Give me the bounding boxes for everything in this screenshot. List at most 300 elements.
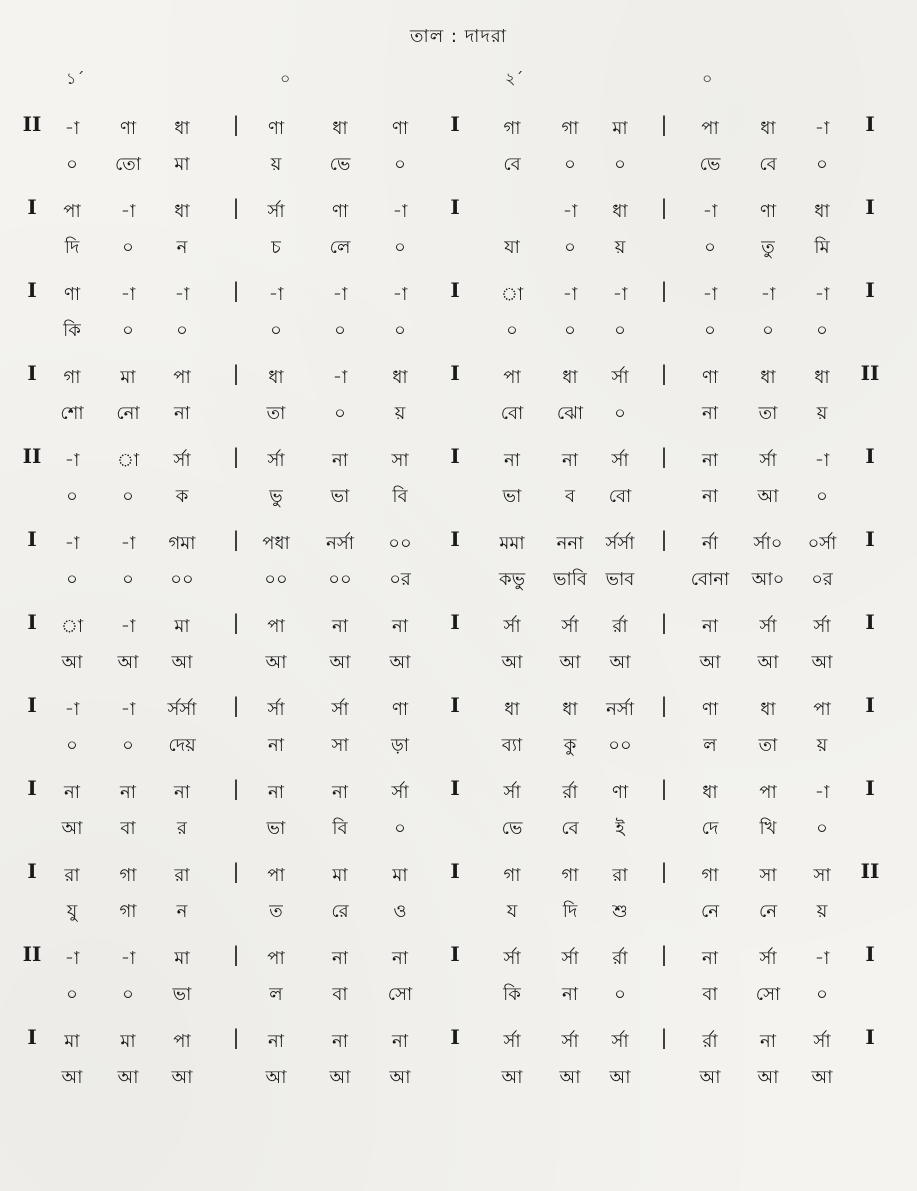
swara-note: ণা <box>63 284 81 305</box>
bar-end: I <box>865 942 875 966</box>
swara-note: মা <box>64 1031 80 1052</box>
swara-note: া <box>60 616 84 637</box>
lyric-syllable: দে <box>701 818 719 839</box>
swara-row <box>0 1027 917 1057</box>
swara-note: র্সা <box>759 450 777 471</box>
swara-note: মা <box>612 118 628 139</box>
bar-divider: | <box>232 527 240 551</box>
lyric-syllable: ভে <box>329 154 351 175</box>
lyric-syllable: ০ <box>506 320 518 341</box>
lyric-syllable: ০ <box>614 984 626 1005</box>
lyric-syllable: মা <box>174 154 190 175</box>
swara-note: -া <box>64 533 80 554</box>
bar-divider: | <box>660 693 668 717</box>
lyric-syllable: ব <box>564 486 576 507</box>
lyric-syllable: নে <box>758 901 778 922</box>
swara-note: না <box>332 616 348 637</box>
swara-row <box>0 114 917 144</box>
swara-note: ০র্সা <box>807 533 837 554</box>
lyric-syllable: ত <box>269 901 283 922</box>
lyric-syllable: বোনা <box>690 569 730 590</box>
lyric-row <box>0 1063 917 1093</box>
bar-divider: | <box>232 1025 240 1049</box>
lyric-syllable: ০ <box>816 818 828 839</box>
swara-note: না <box>332 1031 348 1052</box>
swara-row <box>0 197 917 227</box>
lyric-syllable: না <box>702 486 718 507</box>
swara-note: মা <box>174 616 190 637</box>
swara-note: র্সা <box>813 616 831 637</box>
bar-end: I <box>865 610 875 634</box>
lyric-syllable: ০ <box>394 237 406 258</box>
swara-note: -া <box>814 118 830 139</box>
lyric-syllable: ভা <box>172 984 192 1005</box>
lyric-syllable: ০ <box>704 237 716 258</box>
lyric-syllable: নে <box>700 901 720 922</box>
lyric-row <box>0 482 917 512</box>
bar-section: I <box>450 527 460 551</box>
swara-note: -া <box>392 284 408 305</box>
swara-note: গা <box>63 367 81 388</box>
lyric-syllable: র <box>177 818 187 839</box>
lyric-syllable: আ০ <box>751 569 785 590</box>
swara-note: ধা <box>174 201 190 222</box>
lyric-syllable: দি <box>562 901 578 922</box>
lyric-syllable: দেয় <box>168 735 196 756</box>
swara-note: মা <box>332 865 348 886</box>
lyric-syllable: সো <box>387 984 413 1005</box>
swara-note: া <box>500 284 524 305</box>
bar-start: I <box>27 1025 37 1049</box>
lyric-syllable: আ <box>757 1067 779 1088</box>
swara-row <box>0 612 917 642</box>
lyric-syllable: য় <box>816 403 828 424</box>
lyric-syllable: কভু <box>498 569 526 590</box>
swara-note: সা <box>759 865 777 886</box>
lyric-syllable: সো <box>755 984 781 1005</box>
swara-note: ০০ <box>388 533 412 554</box>
swara-note: -া <box>332 367 348 388</box>
swara-note: মমা <box>499 533 525 554</box>
swara-note: না <box>702 616 718 637</box>
lyric-syllable: য় <box>394 403 406 424</box>
bar-section: I <box>450 361 460 385</box>
swara-note: পা <box>267 865 285 886</box>
lyric-syllable: ল <box>269 984 283 1005</box>
bar-divider: | <box>660 527 668 551</box>
bar-start: II <box>22 112 42 136</box>
swara-note: র্সা <box>611 450 629 471</box>
lyric-syllable: ০ <box>762 320 774 341</box>
bar-divider: | <box>232 610 240 634</box>
swara-note: পা <box>701 118 719 139</box>
lyric-syllable: ভু <box>269 486 283 507</box>
bar-start: I <box>27 693 37 717</box>
swara-note: না <box>120 782 136 803</box>
lyric-syllable: ০০ <box>264 569 288 590</box>
swara-note: সা <box>391 450 409 471</box>
swara-note: ণা <box>759 201 777 222</box>
lyric-syllable: ০ <box>66 569 78 590</box>
lyric-syllable: ০ <box>66 735 78 756</box>
lyric-row <box>0 731 917 761</box>
swara-note: পা <box>503 367 521 388</box>
lyric-syllable: বে <box>561 818 579 839</box>
lyric-syllable: ০ <box>122 735 134 756</box>
lyric-syllable: যা <box>504 237 520 258</box>
lyric-syllable: ০০ <box>170 569 194 590</box>
lyric-syllable: বো <box>500 403 524 424</box>
lyric-syllable: ০ <box>704 320 716 341</box>
swara-note: ধা <box>392 367 408 388</box>
lyric-syllable: ০ <box>122 569 134 590</box>
bar-divider: | <box>232 776 240 800</box>
bar-section: I <box>450 776 460 800</box>
lyric-syllable: ০ <box>270 320 282 341</box>
swara-note: -া <box>702 284 718 305</box>
lyric-syllable: তু <box>761 237 775 258</box>
lyric-syllable: ০ <box>122 320 134 341</box>
swara-note: গমা <box>168 533 196 554</box>
swara-note: -া <box>562 284 578 305</box>
lyric-syllable: ০র <box>389 569 411 590</box>
swara-note: না <box>332 948 348 969</box>
bar-end: I <box>865 527 875 551</box>
lyric-syllable: বে <box>503 154 521 175</box>
swara-note: ণা <box>611 782 629 803</box>
tala-title: তাল : দাদরা <box>410 26 507 47</box>
bar-start: II <box>22 444 42 468</box>
lyric-syllable: আ <box>609 1067 631 1088</box>
lyric-syllable: ০ <box>122 486 134 507</box>
lyric-syllable: আ <box>757 652 779 673</box>
lyric-syllable: দি <box>64 237 80 258</box>
swara-note: -া <box>814 782 830 803</box>
swara-note: -া <box>392 201 408 222</box>
bar-divider: | <box>660 610 668 634</box>
lyric-syllable: তা <box>758 403 778 424</box>
swara-note: ধা <box>504 699 520 720</box>
swara-note: র্রা <box>702 1031 718 1052</box>
swara-note: না <box>332 782 348 803</box>
swara-note: না <box>702 948 718 969</box>
beat-mark-2: ০ <box>280 69 291 88</box>
swara-note: না <box>392 616 408 637</box>
swara-row <box>0 778 917 808</box>
lyric-syllable: আ <box>699 652 721 673</box>
bar-start: I <box>27 776 37 800</box>
swara-note: র্সা০ <box>753 533 783 554</box>
swara-note: পা <box>173 1031 191 1052</box>
swara-note: র্সা <box>611 1031 629 1052</box>
bar-start: I <box>27 859 37 883</box>
lyric-syllable: আ <box>501 652 523 673</box>
swara-note: ধা <box>268 367 284 388</box>
swara-note: -া <box>120 948 136 969</box>
lyric-syllable: ০ <box>614 403 626 424</box>
bar-start: I <box>27 278 37 302</box>
lyric-syllable: য় <box>270 154 282 175</box>
lyric-row <box>0 565 917 595</box>
swara-note: মা <box>174 948 190 969</box>
lyric-syllable: ড়া <box>390 735 410 756</box>
lyric-syllable: ০ <box>394 154 406 175</box>
swara-note: না <box>332 450 348 471</box>
lyric-syllable: ০ <box>564 237 576 258</box>
lyric-syllable: ০ <box>334 320 346 341</box>
lyric-syllable: না <box>268 735 284 756</box>
lyric-syllable: য <box>506 901 518 922</box>
swara-note: রা <box>612 865 628 886</box>
bar-section: I <box>450 444 460 468</box>
lyric-syllable: ভা <box>330 486 350 507</box>
swara-note: ধা <box>174 118 190 139</box>
swara-note: ধা <box>332 118 348 139</box>
swara-note: ধা <box>760 699 776 720</box>
lyric-syllable: আ <box>61 818 83 839</box>
swara-note: ধা <box>562 699 578 720</box>
lyric-syllable: আ <box>389 652 411 673</box>
swara-note: না <box>64 782 80 803</box>
swara-note: র্সা <box>759 616 777 637</box>
bar-divider: | <box>232 195 240 219</box>
swara-note: মা <box>392 865 408 886</box>
beat-mark-3: ২´ <box>505 69 524 88</box>
lyric-syllable: তা <box>758 735 778 756</box>
lyric-syllable: ০ <box>66 486 78 507</box>
lyric-syllable: য় <box>816 735 828 756</box>
swara-note: না <box>392 948 408 969</box>
swara-note: ণা <box>119 118 137 139</box>
swara-note: -া <box>120 616 136 637</box>
lyric-syllable: ০ <box>334 403 346 424</box>
bar-start: I <box>27 361 37 385</box>
lyric-syllable: ০ <box>564 154 576 175</box>
swara-note: মা <box>120 367 136 388</box>
lyric-syllable: কি <box>63 320 81 341</box>
swara-note: -া <box>120 533 136 554</box>
bar-divider: | <box>660 278 668 302</box>
lyric-syllable: আ <box>117 1067 139 1088</box>
swara-row <box>0 529 917 559</box>
swara-note: ধা <box>760 367 776 388</box>
lyric-syllable: না <box>174 403 190 424</box>
bar-start: I <box>27 195 37 219</box>
lyric-syllable: কি <box>503 984 521 1005</box>
lyric-syllable: বা <box>332 984 348 1005</box>
swara-note: পা <box>813 699 831 720</box>
lyric-syllable: না <box>562 984 578 1005</box>
swara-note: ধা <box>760 118 776 139</box>
bar-end: I <box>865 278 875 302</box>
swara-note: র্সা <box>331 699 349 720</box>
bar-divider: | <box>232 859 240 883</box>
swara-note: না <box>392 1031 408 1052</box>
lyric-syllable: ০ <box>66 154 78 175</box>
swara-note: -া <box>120 699 136 720</box>
swara-note: র্সা <box>503 948 521 969</box>
bar-divider: | <box>660 444 668 468</box>
lyric-syllable: আ <box>811 652 833 673</box>
swara-note: ণা <box>267 118 285 139</box>
bar-section: I <box>450 859 460 883</box>
bar-divider: | <box>232 112 240 136</box>
lyric-syllable: খি <box>759 818 777 839</box>
lyric-syllable: আ <box>61 652 83 673</box>
swara-note: গা <box>503 118 521 139</box>
lyric-syllable: ল <box>703 735 717 756</box>
lyric-syllable: য় <box>614 237 626 258</box>
lyric-syllable: ০ <box>122 984 134 1005</box>
lyric-syllable: বো <box>608 486 632 507</box>
swara-note: মা <box>120 1031 136 1052</box>
bar-divider: | <box>232 444 240 468</box>
lyric-row <box>0 150 917 180</box>
lyric-syllable: ই <box>615 818 625 839</box>
lyric-syllable: সা <box>331 735 349 756</box>
swara-note: ণা <box>391 118 409 139</box>
swara-note: গা <box>701 865 719 886</box>
lyric-syllable: ০ <box>614 154 626 175</box>
swara-note: না <box>504 450 520 471</box>
bar-section: I <box>450 195 460 219</box>
swara-note: -া <box>64 450 80 471</box>
lyric-syllable: ভা <box>502 486 522 507</box>
lyric-syllable: ০র <box>811 569 833 590</box>
swara-note: র্না <box>702 533 718 554</box>
swara-note: র্সা <box>503 782 521 803</box>
lyric-syllable: শু <box>612 901 628 922</box>
lyric-syllable: আ <box>757 486 779 507</box>
lyric-syllable: আ <box>501 1067 523 1088</box>
bar-divider: | <box>232 693 240 717</box>
swara-note: র্সা <box>391 782 409 803</box>
swara-note: -া <box>760 284 776 305</box>
lyric-syllable: আ <box>559 1067 581 1088</box>
lyric-syllable: বা <box>702 984 718 1005</box>
swara-note: না <box>268 782 284 803</box>
lyric-syllable: য় <box>816 901 828 922</box>
swara-note: রা <box>64 865 80 886</box>
swara-note: -া <box>64 948 80 969</box>
swara-note: -া <box>64 118 80 139</box>
bar-divider: | <box>660 361 668 385</box>
swara-note: না <box>562 450 578 471</box>
lyric-row <box>0 316 917 346</box>
swara-note: -া <box>268 284 284 305</box>
bar-end: I <box>865 112 875 136</box>
swara-note: পা <box>173 367 191 388</box>
lyric-syllable: ০ <box>394 320 406 341</box>
swara-note: -া <box>120 201 136 222</box>
lyric-syllable: আ <box>171 652 193 673</box>
lyric-syllable: রে <box>331 901 349 922</box>
swara-note: ধা <box>814 367 830 388</box>
swara-note: র্রা <box>612 616 628 637</box>
lyric-syllable: ০ <box>816 984 828 1005</box>
swara-note: র্সা <box>611 367 629 388</box>
swara-note: র্সর্সা <box>605 533 635 554</box>
bar-section: I <box>450 112 460 136</box>
lyric-syllable: চ <box>271 237 281 258</box>
bar-end: II <box>860 859 880 883</box>
swara-note: র্সা <box>267 450 285 471</box>
swara-note: রা <box>174 865 190 886</box>
lyric-syllable: ক <box>175 486 189 507</box>
bar-divider: | <box>660 859 668 883</box>
lyric-syllable: আ <box>265 652 287 673</box>
lyric-syllable: আ <box>171 1067 193 1088</box>
bar-end: I <box>865 693 875 717</box>
swara-note: -া <box>174 284 190 305</box>
bar-divider: | <box>660 112 668 136</box>
swara-note: নর্সা <box>326 533 354 554</box>
lyric-syllable: বে <box>759 154 777 175</box>
swara-row <box>0 695 917 725</box>
bar-section: I <box>450 693 460 717</box>
swara-note: পধা <box>262 533 290 554</box>
bar-start: I <box>27 527 37 551</box>
swara-row <box>0 861 917 891</box>
lyric-syllable: আ <box>117 652 139 673</box>
lyric-syllable: ০ <box>66 984 78 1005</box>
bar-section: I <box>450 1025 460 1049</box>
bar-start: II <box>22 942 42 966</box>
swara-note: গা <box>561 865 579 886</box>
swara-note: না <box>760 1031 776 1052</box>
swara-note: গা <box>119 865 137 886</box>
swara-note: গা <box>561 118 579 139</box>
swara-note: পা <box>759 782 777 803</box>
lyric-syllable: আ <box>389 1067 411 1088</box>
lyric-syllable: লে <box>329 237 351 258</box>
lyric-syllable: ভাব <box>605 569 635 590</box>
swara-note: -া <box>814 450 830 471</box>
swara-note: র্সা <box>503 1031 521 1052</box>
lyric-row <box>0 233 917 263</box>
swara-note: র্সা <box>759 948 777 969</box>
lyric-syllable: মি <box>814 237 830 258</box>
lyric-syllable: ভাবি <box>553 569 587 590</box>
swara-note: র্সা <box>561 616 579 637</box>
bar-section: I <box>450 610 460 634</box>
beat-mark-4: ০ <box>702 69 713 88</box>
lyric-syllable: আ <box>329 652 351 673</box>
swara-note: র্সা <box>267 699 285 720</box>
bar-divider: | <box>660 776 668 800</box>
lyric-row <box>0 399 917 429</box>
lyric-syllable: আ <box>609 652 631 673</box>
swara-note: র্সা <box>267 201 285 222</box>
bar-divider: | <box>660 1025 668 1049</box>
bar-end: I <box>865 195 875 219</box>
lyric-syllable: ঝো <box>556 403 584 424</box>
swara-note: -া <box>332 284 348 305</box>
lyric-row <box>0 814 917 844</box>
lyric-syllable: ০ <box>816 320 828 341</box>
lyric-syllable: ০ <box>816 486 828 507</box>
swara-note: ধা <box>562 367 578 388</box>
bar-end: I <box>865 776 875 800</box>
swara-note: র্সা <box>561 948 579 969</box>
lyric-syllable: ০ <box>816 154 828 175</box>
swara-note: ধা <box>612 201 628 222</box>
swara-note: র্সা <box>173 450 191 471</box>
lyric-syllable: বি <box>392 486 408 507</box>
lyric-row <box>0 897 917 927</box>
swara-note: র্সা <box>813 1031 831 1052</box>
bar-divider: | <box>232 361 240 385</box>
